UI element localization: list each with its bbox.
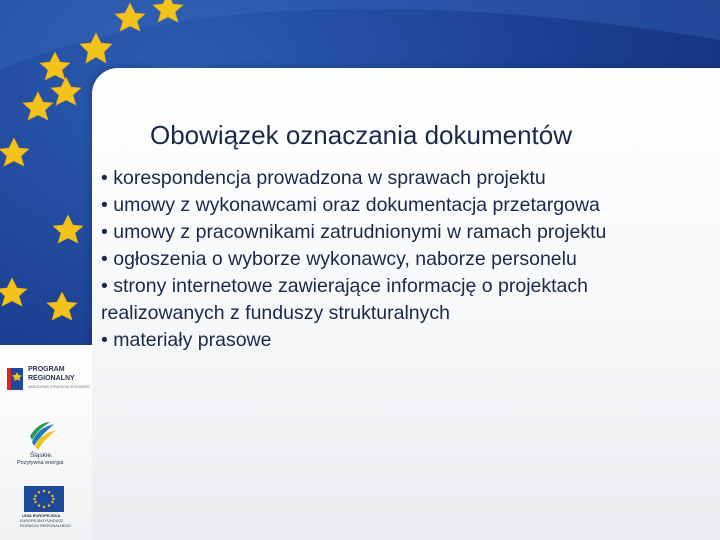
program-regionalny-line3: NARODOWA STRATEGIA SPÓJNOŚCI bbox=[28, 385, 91, 389]
program-regionalny-line2: REGIONALNY bbox=[28, 375, 75, 382]
slaskie-line2: Pozytywna energia bbox=[17, 460, 64, 466]
eu-flag-icon bbox=[24, 486, 64, 512]
eu-line1: UNIA EUROPEJSKA bbox=[22, 513, 61, 518]
program-regionalny-logo bbox=[5, 364, 25, 394]
eu-line3: ROZWOJU REGIONALNEGO bbox=[20, 524, 72, 528]
slaskie-wave-icon bbox=[28, 420, 58, 452]
bullet-item: • strony internetowe zawierające informację o projektach realizowanych z funduszy strukturalnych bbox=[101, 275, 588, 324]
bullet-item: • ogłoszenia o wyborze wykonawcy, naborze personelu bbox=[101, 248, 577, 270]
slide-title: Obowiązek oznaczania dokumentów bbox=[150, 120, 573, 150]
eu-logo bbox=[24, 486, 64, 512]
bullet-item: • korespondencja prowadzona w sprawach projektu bbox=[101, 167, 546, 189]
slaskie-line1: Śląskie. bbox=[30, 452, 53, 459]
program-regionalny-icon bbox=[5, 364, 25, 394]
bullet-item: • umowy z pracownikami zatrudnionymi w ramach projektu bbox=[101, 221, 607, 243]
bullet-item: • umowy z wykonawcami oraz dokumentacja przetargowa bbox=[101, 194, 600, 216]
eu-line2: EUROPEJSKI FUNDUSZ bbox=[20, 519, 64, 523]
bullet-item: • materiały prasowe bbox=[101, 329, 272, 351]
bullet-list bbox=[101, 165, 701, 354]
program-regionalny-line1: PROGRAM bbox=[28, 366, 65, 373]
slaskie-logo bbox=[28, 420, 58, 452]
